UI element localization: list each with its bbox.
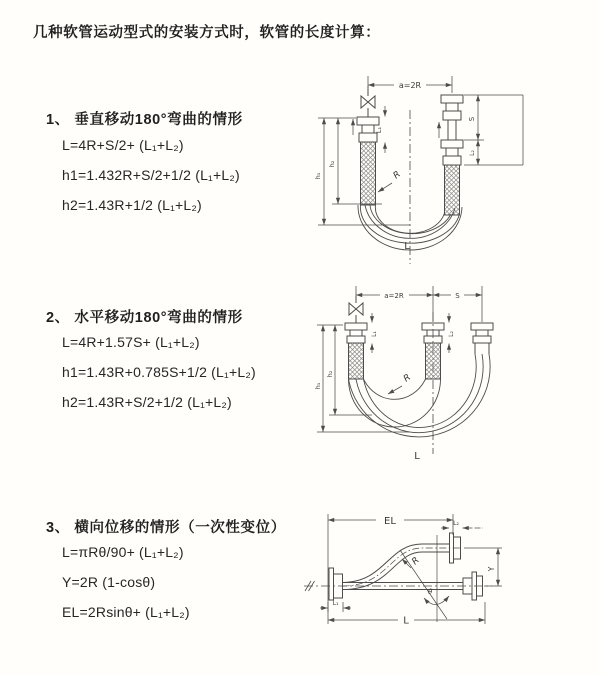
section-2-formula-h2: h2=1.43R+S/2+1/2 (L₁+L₂): [62, 394, 232, 410]
right-pipe-stub: [475, 343, 489, 354]
label-radius-R: R: [401, 372, 413, 385]
label-Y: Y: [487, 566, 496, 572]
section-3-heading: 3、 横向位移的情形（一次性变位）: [46, 520, 286, 536]
page-title: 几种软管运动型式的安装方式时，软管的长度计算：: [33, 25, 381, 41]
label-radius-R: R: [391, 169, 403, 182]
section-1-heading: 1、 垂直移动180°弯曲的情形: [46, 112, 243, 128]
left-flange: [329, 568, 343, 600]
section-3-formula-EL: EL=2Rsinθ+ (L₁+L₂): [62, 604, 190, 620]
label-radius-R: R: [410, 555, 422, 568]
left-braided-hose: [349, 343, 364, 379]
label-fitting-L2: L₂: [448, 331, 455, 337]
middle-braided-hose: [426, 343, 441, 379]
label-h2: h₂: [326, 370, 334, 378]
section-1-formula-h2: h2=1.43R+1/2 (L₁+L₂): [62, 197, 202, 213]
right-pipe: [448, 120, 456, 140]
label-fitting-L2: L₂: [453, 520, 459, 527]
section-1-formula-h1: h1=1.432R+S/2+1/2 (L₁+L₂): [62, 167, 240, 183]
left-braided-hose: [361, 142, 376, 205]
right-braided-hose: [445, 165, 460, 215]
label-h1: h₁: [314, 172, 322, 180]
section-2-formula-L: L=4R+1.57S+ (L₁+L₂): [62, 334, 200, 350]
label-fitting-L1: L₁: [332, 600, 339, 607]
label-h2: h₂: [328, 160, 336, 168]
label-h1: h₁: [314, 382, 322, 390]
label-span-a2R: a=2R: [384, 292, 404, 300]
label-length-L: L: [404, 241, 410, 252]
section-3-formula-L: L=πRθ/90+ (L₁+L₂): [62, 544, 184, 560]
label-length-L: L: [414, 451, 420, 462]
right-flange-lower: [441, 140, 463, 165]
right-flange: [471, 323, 493, 343]
label-stroke-S: S: [455, 292, 460, 300]
label-length-L: L: [403, 615, 409, 627]
left-flange: [345, 323, 367, 343]
label-fitting-L2: L₂: [469, 150, 476, 156]
label-stroke-S: S: [468, 116, 476, 122]
label-theta: θ: [428, 588, 433, 596]
right-flange-upper: [441, 95, 463, 120]
radius-leader: [378, 183, 392, 192]
section-2-formula-h1: h1=1.43R+0.785S+1/2 (L₁+L₂): [62, 364, 256, 380]
label-fitting-L1: L₁: [375, 126, 383, 134]
label-EL: EL: [384, 516, 396, 527]
section-2-heading: 2、 水平移动180°弯曲的情形: [46, 310, 243, 326]
diagram-lateral-displacement: [300, 502, 600, 642]
valve-icon: [349, 296, 363, 323]
diagram-horizontal-180-bend: [312, 282, 597, 464]
diagram-vertical-180-bend: [312, 72, 595, 268]
valve-icon: [361, 86, 375, 117]
label-fitting-L1: L₁: [371, 331, 378, 337]
section-3-formula-Y: Y=2R (1-cosθ): [62, 574, 156, 590]
dimension-span-and-stroke: [356, 286, 482, 322]
hose-bend-arcs: [349, 354, 491, 437]
radius-leader: [388, 386, 402, 394]
dimension-EL: [328, 514, 453, 624]
section-1-formula-L: L=4R+S/2+ (L₁+L₂): [62, 137, 184, 153]
label-span-a2R: a=2R: [398, 81, 422, 90]
